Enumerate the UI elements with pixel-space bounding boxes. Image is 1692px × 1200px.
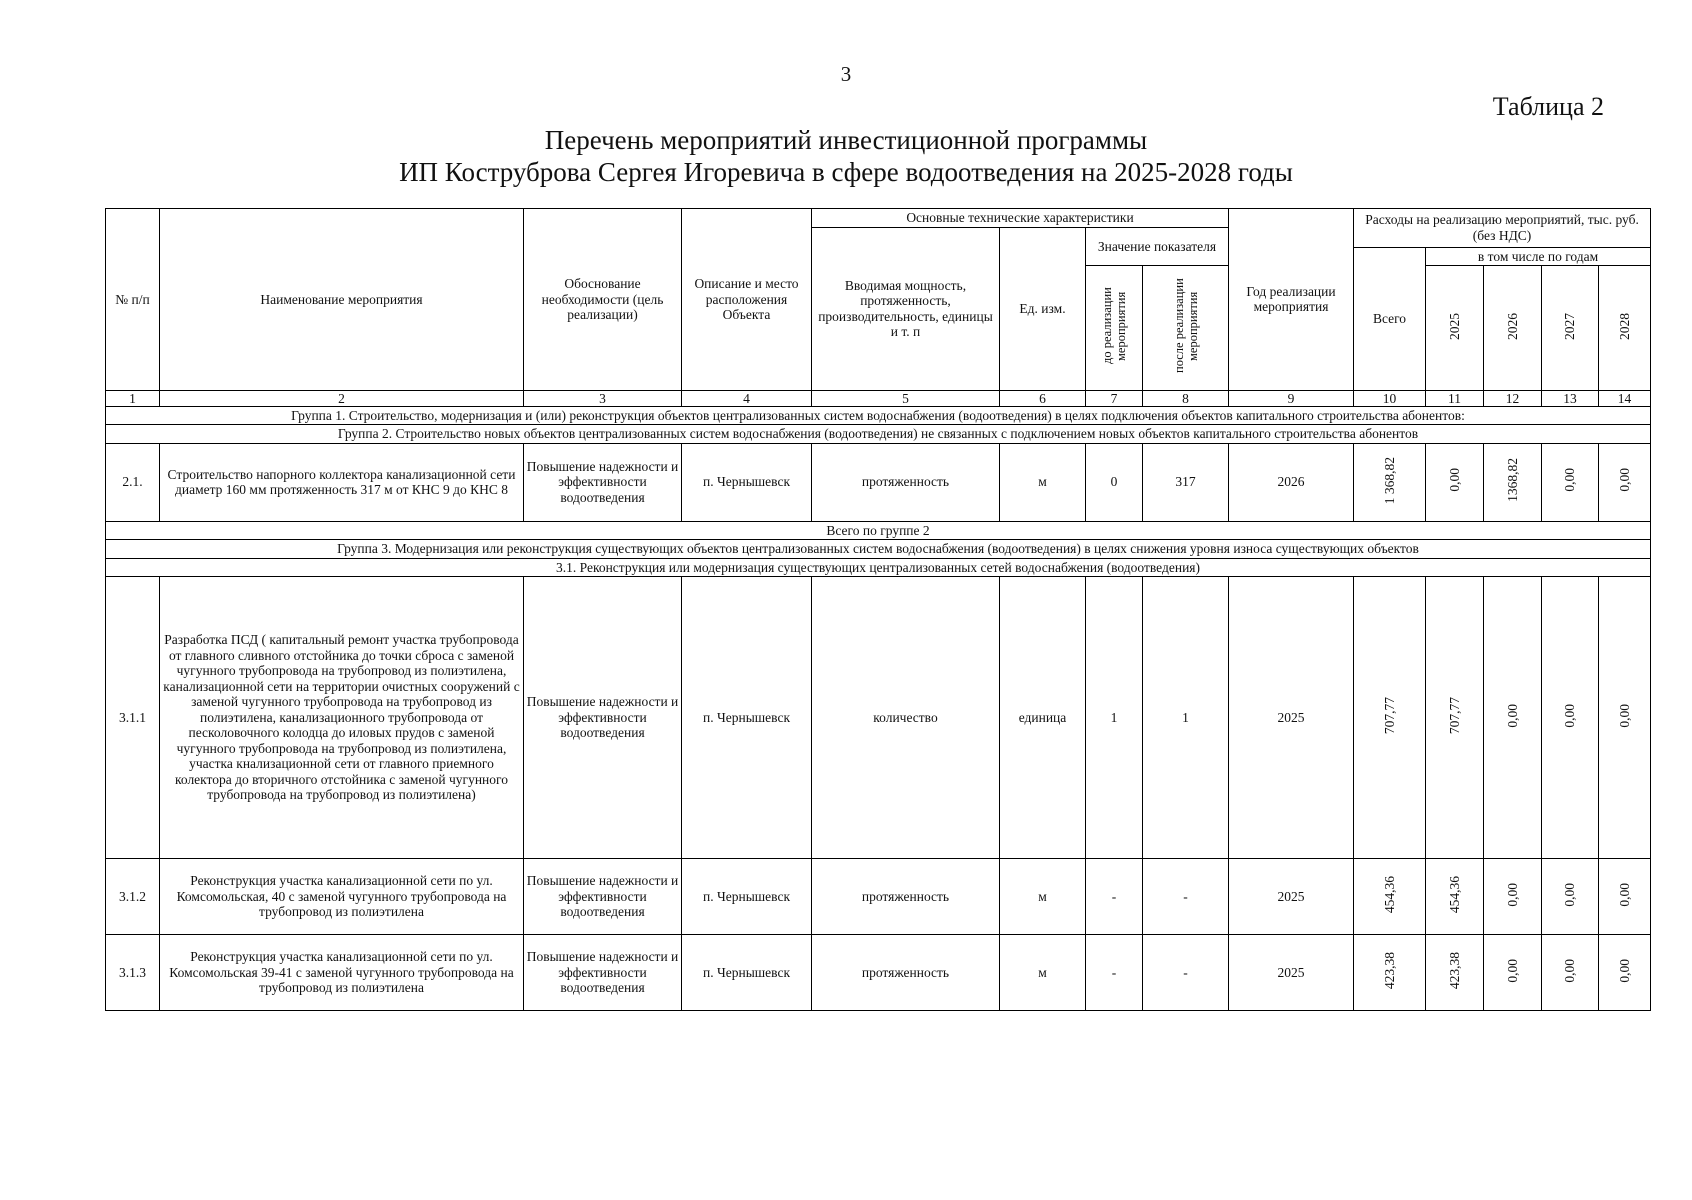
row-reason: Повышение надежности и эффективности водоотведения xyxy=(524,935,682,1011)
row-before: 1 xyxy=(1086,577,1143,859)
row-2028: 0,00 xyxy=(1599,859,1651,935)
group-1-heading: Группа 1. Строительство, модернизация и (или) реконструкция объектов централизованных систем водоснабжения (водоотведения) в целях подключения объектов капитального строительства абонентов: xyxy=(106,406,1651,425)
row-unit: м xyxy=(1000,859,1086,935)
row-reason: Повышение надежности и эффективности водоотведения xyxy=(524,577,682,859)
col-number: 4 xyxy=(682,390,812,406)
title-line-1: Перечень мероприятий инвестиционной программы xyxy=(544,125,1148,155)
row-before: - xyxy=(1086,935,1143,1011)
row-unit: м xyxy=(1000,443,1086,521)
col-number: 2 xyxy=(160,390,524,406)
table-row xyxy=(106,935,1651,1011)
header-2025: 2025 xyxy=(1426,266,1484,391)
row-total: 454,36 xyxy=(1354,859,1426,935)
header-num: № п/п xyxy=(106,209,160,391)
row-name: Разработка ПСД ( капитальный ремонт участка трубопровода от главного сливного отстойника до точки сброса с заменой чугунного трубопровода на трубопровод из полиэтилена, канализационной сети на территории очистных сооружений с заменой чугунного трубопровода на трубопровод из полиэтилена, канализационного трубопровода от песколовочного колодца до иловых прудов с заменой чугунного трубопровода на трубопровод из полиэтилена, участка кнализационной сети от главного приемного колектора до вторичного отстойника с заменой чугунного трубопровода на трубопровод из полиэтилена) xyxy=(160,577,524,859)
row-type: протяженность xyxy=(812,935,1000,1011)
header-indicator-value: Значение показателя xyxy=(1086,227,1229,266)
row-total: 707,77 xyxy=(1354,577,1426,859)
row-after: - xyxy=(1143,859,1229,935)
table-row xyxy=(106,443,1651,521)
row-2027: 0,00 xyxy=(1542,443,1599,521)
col-number: 12 xyxy=(1484,390,1542,406)
row-before: - xyxy=(1086,859,1143,935)
row-2026: 0,00 xyxy=(1484,935,1542,1011)
header-reason: Обоснование необходимости (цель реализации) xyxy=(524,209,682,391)
row-2026: 1368,82 xyxy=(1484,443,1542,521)
col-number: 10 xyxy=(1354,390,1426,406)
row-after: - xyxy=(1143,935,1229,1011)
header-unit: Ед. изм. xyxy=(1000,227,1086,390)
row-unit: м xyxy=(1000,935,1086,1011)
row-2027: 0,00 xyxy=(1542,859,1599,935)
total-group-2: Всего по группе 2 xyxy=(106,521,1651,540)
subgroup-3-1-heading: 3.1. Реконструкция или модернизация существующих централизованных сетей водоснабжения (водоотведения) xyxy=(106,558,1651,577)
title-line-2: ИП Коструброва Сергея Игоревича в сфере водоотведения на 2025-2028 годы xyxy=(399,157,1293,187)
header-2027: 2027 xyxy=(1542,266,1599,391)
row-location: п. Чернышевск xyxy=(682,443,812,521)
row-2025: 423,38 xyxy=(1426,935,1484,1011)
row-year: 2025 xyxy=(1229,577,1354,859)
row-total: 423,38 xyxy=(1354,935,1426,1011)
row-2026: 0,00 xyxy=(1484,577,1542,859)
header-description: Описание и место расположения Объекта xyxy=(682,209,812,391)
group-3-heading: Группа 3. Модернизация или реконструкция существующих объектов централизованных систем водоснабжения (водоотведения) в целях снижения уровня износа существующих объектов xyxy=(106,540,1651,559)
col-number: 14 xyxy=(1599,390,1651,406)
col-number: 1 xyxy=(106,390,160,406)
col-number: 5 xyxy=(812,390,1000,406)
row-2028: 0,00 xyxy=(1599,935,1651,1011)
row-total: 1 368,82 xyxy=(1354,443,1426,521)
table-row xyxy=(106,577,1651,859)
page-number: 3 xyxy=(840,62,852,86)
row-type: протяженность xyxy=(812,443,1000,521)
investment-table xyxy=(105,208,1651,1011)
header-capacity: Вводимая мощность, протяженность, производительность, единицы и т. п xyxy=(812,227,1000,390)
table-label: Таблица 2 xyxy=(1492,92,1604,121)
row-reason: Повышение надежности и эффективности водоотведения xyxy=(524,443,682,521)
table-row xyxy=(106,859,1651,935)
row-type: количество xyxy=(812,577,1000,859)
row-2028: 0,00 xyxy=(1599,443,1651,521)
header-before: до реализации мероприятия xyxy=(1086,266,1143,391)
row-number: 3.1.2 xyxy=(106,859,160,935)
row-2025: 707,77 xyxy=(1426,577,1484,859)
col-number: 11 xyxy=(1426,390,1484,406)
row-after: 317 xyxy=(1143,443,1229,521)
row-location: п. Чернышевск xyxy=(682,859,812,935)
header-main-tech: Основные технические характеристики xyxy=(812,209,1229,228)
row-number: 2.1. xyxy=(106,443,160,521)
col-number: 6 xyxy=(1000,390,1086,406)
row-number: 3.1.1 xyxy=(106,577,160,859)
col-number: 7 xyxy=(1086,390,1143,406)
header-year: Год реализации мероприятия xyxy=(1229,209,1354,391)
header-total: Всего xyxy=(1354,247,1426,390)
row-unit: единица xyxy=(1000,577,1086,859)
header-name: Наименование мероприятия xyxy=(160,209,524,391)
header-2028: 2028 xyxy=(1599,266,1651,391)
document-title xyxy=(0,124,1692,188)
row-name: Строительство напорного коллектора канализационной сети диаметр 160 мм протяженность 317 м от КНС 9 до КНС 8 xyxy=(160,443,524,521)
col-number: 9 xyxy=(1229,390,1354,406)
row-before: 0 xyxy=(1086,443,1143,521)
group-2-heading: Группа 2. Строительство новых объектов централизованных систем водоснабжения (водоотведения) не связанных с подключением новых объектов капитального строительства абонентов xyxy=(106,425,1651,444)
row-2025: 0,00 xyxy=(1426,443,1484,521)
row-year: 2025 xyxy=(1229,859,1354,935)
row-after: 1 xyxy=(1143,577,1229,859)
header-by-years: в том числе по годам xyxy=(1426,247,1651,266)
header-after: после реализации мероприятия xyxy=(1143,266,1229,391)
row-2025: 454,36 xyxy=(1426,859,1484,935)
col-number: 8 xyxy=(1143,390,1229,406)
row-year: 2026 xyxy=(1229,443,1354,521)
col-number: 13 xyxy=(1542,390,1599,406)
row-location: п. Чернышевск xyxy=(682,935,812,1011)
row-reason: Повышение надежности и эффективности водоотведения xyxy=(524,859,682,935)
row-name: Реконструкция участка канализационной сети по ул. Комсомольская, 40 с заменой чугунного трубопровода на трубопровод из полиэтилена xyxy=(160,859,524,935)
header-expenses: Расходы на реализацию мероприятий, тыс. руб. (без НДС) xyxy=(1354,209,1651,248)
row-2026: 0,00 xyxy=(1484,859,1542,935)
col-number: 3 xyxy=(524,390,682,406)
row-year: 2025 xyxy=(1229,935,1354,1011)
row-number: 3.1.3 xyxy=(106,935,160,1011)
row-2027: 0,00 xyxy=(1542,935,1599,1011)
row-2028: 0,00 xyxy=(1599,577,1651,859)
row-type: протяженность xyxy=(812,859,1000,935)
column-numbers-row xyxy=(106,390,1651,406)
row-name: Реконструкция участка канализационной сети по ул. Комсомольская 39-41 с заменой чугунного трубопровода на трубопровод из полиэтилена xyxy=(160,935,524,1011)
row-location: п. Чернышевск xyxy=(682,577,812,859)
row-2027: 0,00 xyxy=(1542,577,1599,859)
header-2026: 2026 xyxy=(1484,266,1542,391)
